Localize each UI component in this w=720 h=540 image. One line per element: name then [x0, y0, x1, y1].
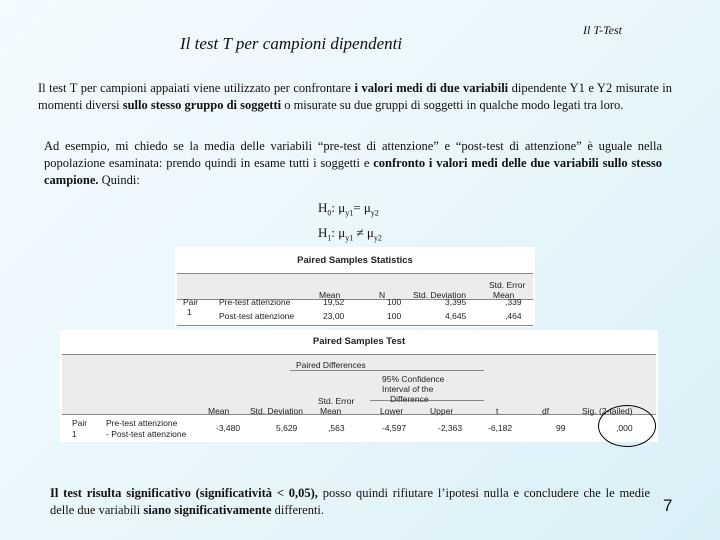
header-t: t: [496, 406, 499, 416]
row-label: Post-test attenzione: [219, 311, 295, 321]
header-sd: Std. Deviation: [250, 406, 303, 416]
table-title: Paired Samples Test: [312, 336, 406, 347]
header-lower: Lower: [380, 406, 404, 416]
text: posso quindi rifiutare l’ipotesi nulla e concludere che le medie delle due variabili: [50, 486, 650, 517]
cell-sd: 3,395: [445, 297, 467, 307]
header-sd: Std. Deviation: [413, 290, 466, 300]
cell-mean: 23,00: [323, 311, 345, 321]
header-upper: Upper: [430, 406, 454, 416]
page-number: 7: [663, 496, 673, 515]
text: differenti.: [271, 503, 325, 517]
text: dipendente Y1 e Y2 misurate in momenti diversi: [38, 81, 672, 112]
pair-label: Pair: [183, 297, 199, 307]
example-paragraph: [44, 138, 662, 189]
cell-upper: -2,363: [438, 423, 463, 433]
cell-n: 100: [387, 311, 402, 321]
bold-text: Il test risulta significativo (significatività < 0,05),: [50, 486, 318, 500]
intro-paragraph: [38, 80, 672, 114]
row-label-1: Pre-test attenzione: [106, 418, 178, 428]
bold-text: i valori medi di due variabili: [354, 81, 509, 95]
bold-text: confronto i valori medi delle due variabili sullo stesso campione.: [44, 156, 662, 187]
cell-df: 99: [556, 423, 566, 433]
pair-number: 1: [72, 429, 77, 439]
ci-header-2: Interval of the: [382, 384, 434, 394]
table-title: Paired Samples Statistics: [297, 255, 413, 266]
text: Ad esempio, mi chiedo se la media delle variabili “pre-test di attenzione” e “post-test di attenzione” è uguale nella popolazione esaminata: prendo quindi in esame tutti i soggetti e: [44, 139, 662, 170]
ci-header-3: Difference: [390, 394, 429, 404]
text: o misurate su due gruppi di soggetti in qualche modo legati tra loro.: [281, 98, 624, 112]
header-mean: Mean: [208, 406, 230, 416]
header-se2: Mean: [493, 290, 515, 300]
header-df: df: [542, 406, 550, 416]
cell-t: -6,182: [488, 423, 513, 433]
header-mean: Mean: [319, 290, 341, 300]
pair-number: 1: [187, 307, 192, 317]
pair-label: Pair: [72, 418, 88, 428]
row-label-2: - Post-test attenzione: [106, 429, 187, 439]
cell-sd: 4,645: [445, 311, 467, 321]
conclusion-paragraph: [50, 485, 650, 519]
cell-sd: 5,629: [276, 423, 298, 433]
header-se1: Std. Error: [489, 280, 526, 290]
ci-header-1: 95% Confidence: [382, 374, 445, 384]
cell-n: 100: [387, 297, 402, 307]
cell-mean: 19,52: [323, 297, 345, 307]
slide-title: Il test T per campioni dipendenti: [180, 34, 403, 53]
alternative-hypothesis: $H_1$: $\mu_{y1} \ne \mu_{y2}$: [318, 225, 382, 243]
cell-se: ,563: [328, 423, 345, 433]
cell-sig: ,000: [616, 423, 633, 433]
paired-samples-test-table: [60, 330, 658, 442]
highlight-circle: [598, 405, 656, 447]
cell-se: ,464: [505, 311, 522, 321]
group-header: Paired Differences: [296, 360, 366, 370]
header-se2: Mean: [320, 406, 342, 416]
cell-mean: -3,480: [216, 423, 241, 433]
row-label: Pre-test attenzione: [219, 297, 291, 307]
text: Il test T per campioni appaiati viene utilizzato per confrontare: [38, 81, 355, 95]
paired-samples-statistics-table: [175, 247, 535, 327]
header-n: N: [379, 290, 386, 300]
header-sig: Sig. (2-tailed): [582, 406, 633, 416]
bold-text: siano significativamente: [143, 503, 272, 517]
bold-text: sullo stesso gruppo di soggetti: [122, 98, 282, 112]
header-se1: Std. Error: [318, 396, 355, 406]
text: Quindi:: [98, 173, 140, 187]
cell-se: ,339: [505, 297, 522, 307]
null-hypothesis: $H_0$: $\mu_{y1}= \mu_{y2}$: [318, 200, 379, 218]
cell-lower: -4,597: [382, 423, 407, 433]
section-label: Il T-Test: [583, 23, 623, 37]
